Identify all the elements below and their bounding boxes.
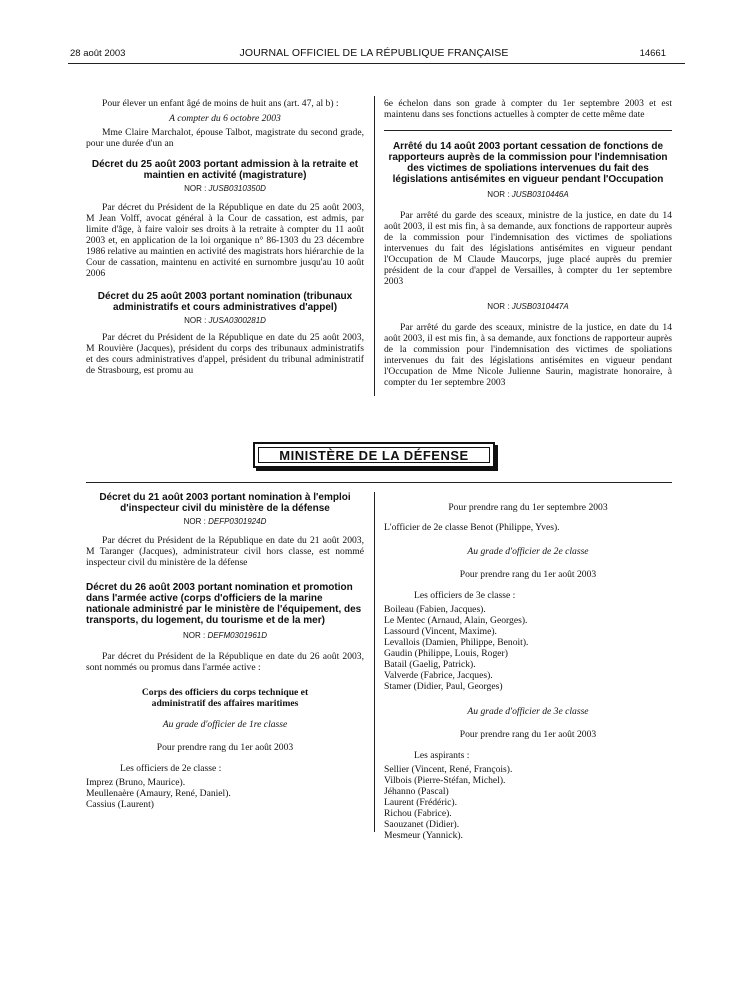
- list-item: Jéhanno (Pascal): [384, 786, 449, 798]
- grade-heading: Au grade d'officier de 1re classe: [162, 719, 288, 730]
- class-heading: Les aspirants :: [414, 750, 470, 762]
- nor-reference: [86, 630, 364, 641]
- list-item: Sellier (Vincent, René, François).: [384, 764, 513, 776]
- list-item: Richou (Fabrice).: [384, 808, 452, 820]
- header-rule: [68, 63, 685, 64]
- decree-title: Décret du 25 août 2003 portant admission à la retraite et maintien en activité (magistrature): [91, 159, 359, 181]
- decree-text: Par décret du Président de la République en date du 25 août 2003, M Rouvière (Jacques), président du corps des tribunaux administratifs et des cours administratives d'appel, président du tribunal administratif de Strasbourg, est promu au: [86, 332, 364, 376]
- decree-title: Décret du 21 août 2003 portant nomination à l'emploi d'inspecteur civil du ministère de la défense: [99, 492, 351, 514]
- list-item: Meullenaère (Amaury, René, Daniel).: [86, 788, 231, 799]
- decree-text: Par décret du Président de la République en date du 25 août 2003, M Jean Volff, avocat général à la Cour de cassation, est admis, par limite d'âge, à faire valoir ses droits à la retraite à compter du 11 août 2003 et, en application de la loi organique n° 86-1303 du 23 décembre 1986 relative au maintien en activité des magistrats hors hiérarchie de la Cour de cassation, maintenu en activité en surnombre jusqu'au 10 août 2006: [86, 202, 364, 279]
- nor-label: NOR :: [182, 631, 206, 640]
- column-divider: [374, 492, 375, 832]
- list-item: Valverde (Fabrice, Jacques).: [384, 670, 493, 682]
- journal-title: JOURNAL OFFICIEL DE LA RÉPUBLIQUE FRANÇAISE: [239, 47, 509, 59]
- nor-label: NOR :: [183, 517, 206, 526]
- column-divider: [374, 96, 375, 396]
- list-item: Levallois (Damien, Philippe, Benoit).: [384, 637, 529, 649]
- decree-text: Par décret du Président de la République en date du 21 août 2003, M Taranger (Jacques), administrateur civil hors classe, est nommé inspecteur civil du ministère de la défense: [86, 535, 364, 568]
- nor-label: NOR :: [184, 316, 207, 325]
- class-heading: Les officiers de 2e classe :: [120, 763, 222, 774]
- list-item: Saouzanet (Didier).: [384, 819, 460, 831]
- officer-list: [86, 777, 364, 810]
- list-item: Boileau (Fabien, Jacques).: [384, 604, 486, 616]
- effective-date: A compter du 6 octobre 2003: [169, 113, 281, 124]
- ministry-heading-box: [253, 442, 495, 468]
- nor-code: JUSA0300281D: [208, 316, 266, 325]
- decree-title: Décret du 25 août 2003 portant nomination (tribunaux administratifs et cours administratives d'appel): [97, 291, 353, 313]
- decree-title: Décret du 26 août 2003 portant nomination et promotion dans l'armée active (corps d'officiers de la marine nationale administré par le ministère de l'équipement, des transports, du logement, du tourisme et de la mer): [86, 582, 362, 626]
- nor-reference: [384, 189, 672, 200]
- page-number: 14661: [639, 48, 666, 59]
- nor-label: NOR :: [487, 302, 510, 311]
- decree-text: Par arrêté du garde des sceaux, ministre de la justice, en date du 14 août 2003, il est mis fin, à sa demande, aux fonctions de rapporteur auprès de la commission pour l'indemnisation des victimes de spoliations intervenues du fait des législations antisémites en vigueur pendant l'Occupation de M Claude Maucorps, juge placé auprès du premier président de la cour d'appel de Versailles, à compter du 1er septembre 2003: [384, 210, 672, 287]
- list-item: Laurent (Frédéric).: [384, 797, 457, 809]
- decree-text: Par décret du Président de la République en date du 26 août 2003, sont nommés ou promus dans l'armée active :: [86, 651, 364, 673]
- nor-code: JUSB0310446A: [511, 190, 569, 199]
- nor-label: NOR :: [184, 184, 207, 193]
- list-item: Lassourd (Vincent, Maxime).: [384, 626, 497, 638]
- nor-code: DEFM0301961D: [207, 631, 268, 640]
- list-item: Stamer (Didier, Paul, Georges): [384, 681, 503, 693]
- nor-reference: [86, 516, 364, 527]
- nor-reference: [86, 183, 364, 194]
- nor-code: DEFP0301924D: [208, 517, 267, 526]
- class-heading: Les officiers de 3e classe :: [414, 590, 516, 602]
- top-right-column: [384, 98, 672, 388]
- rank-date: Pour prendre rang du 1er août 2003: [459, 569, 597, 581]
- header-date: 28 août 2003: [70, 48, 126, 59]
- rank-date: Pour prendre rang du 1er août 2003: [459, 729, 597, 741]
- decree-text: Par arrêté du garde des sceaux, ministre de la justice, en date du 14 août 2003, il est mis fin, à sa demande, aux fonctions de rapporteur auprès de la commission pour l'indemnisation des victimes de spoliations intervenues du fait des législations antisémites en vigueur pendant l'Occupation de Mme Nicole Julienne Saurin, magistrate honoraire, à compter du 1er septembre 2003: [384, 322, 672, 388]
- nor-reference: [384, 301, 672, 312]
- nor-code: JUSB0310350D: [208, 184, 266, 193]
- officer-list: [384, 764, 672, 841]
- grade-heading: Au grade d'officier de 2e classe: [467, 546, 589, 558]
- nor-label: NOR :: [487, 190, 510, 199]
- list-item: Le Mentec (Arnaud, Alain, Georges).: [384, 615, 528, 627]
- paragraph: Pour élever un enfant âgé de moins de huit ans (art. 47, al b) :: [102, 98, 339, 109]
- bottom-right-column: [384, 492, 672, 841]
- section-rule: [384, 130, 672, 131]
- top-left-column: [86, 98, 364, 376]
- rank-date: Pour prendre rang du 1er septembre 2003: [448, 501, 608, 513]
- nor-reference: [86, 315, 364, 326]
- bottom-left-column: [86, 492, 364, 810]
- corps-heading: Corps des officiers du corps technique et administratif des affaires maritimes: [141, 687, 309, 709]
- officer-entry: L'officier de 2e classe Benot (Philippe, Yves).: [384, 522, 560, 534]
- paragraph: Mme Claire Marchalot, épouse Talbot, magistrate du second grade, pour une durée d'un an: [86, 127, 364, 149]
- list-item: Gaudin (Philippe, Louis, Roger): [384, 648, 508, 660]
- nor-code: JUSB0310447A: [511, 302, 569, 311]
- ministry-heading: MINISTÈRE DE LA DÉFENSE: [258, 447, 490, 463]
- list-item: Batail (Gaelig, Patrick).: [384, 659, 476, 671]
- list-item: Cassius (Laurent): [86, 799, 154, 810]
- list-item: Mesmeur (Yannick).: [384, 830, 463, 842]
- rank-date: Pour prendre rang du 1er août 2003: [156, 742, 294, 753]
- decree-title: Arrêté du 14 août 2003 portant cessation de fonctions de rapporteurs auprès de la commission pour l'indemnisation des victimes de spoliations intervenues du fait des législations antisémites en vigueur pendant l'Occupation: [388, 141, 668, 185]
- section-rule: [86, 482, 672, 483]
- list-item: Vilbois (Pierre-Stéfan, Michel).: [384, 775, 506, 787]
- list-item: Imprez (Bruno, Maurice).: [86, 777, 186, 788]
- grade-heading: Au grade d'officier de 3e classe: [467, 706, 589, 718]
- paragraph: 6e échelon dans son grade à compter du 1er septembre 2003 et est maintenu dans ses fonctions actuelles à compter de cette même date: [384, 98, 672, 120]
- officer-list: [384, 604, 672, 692]
